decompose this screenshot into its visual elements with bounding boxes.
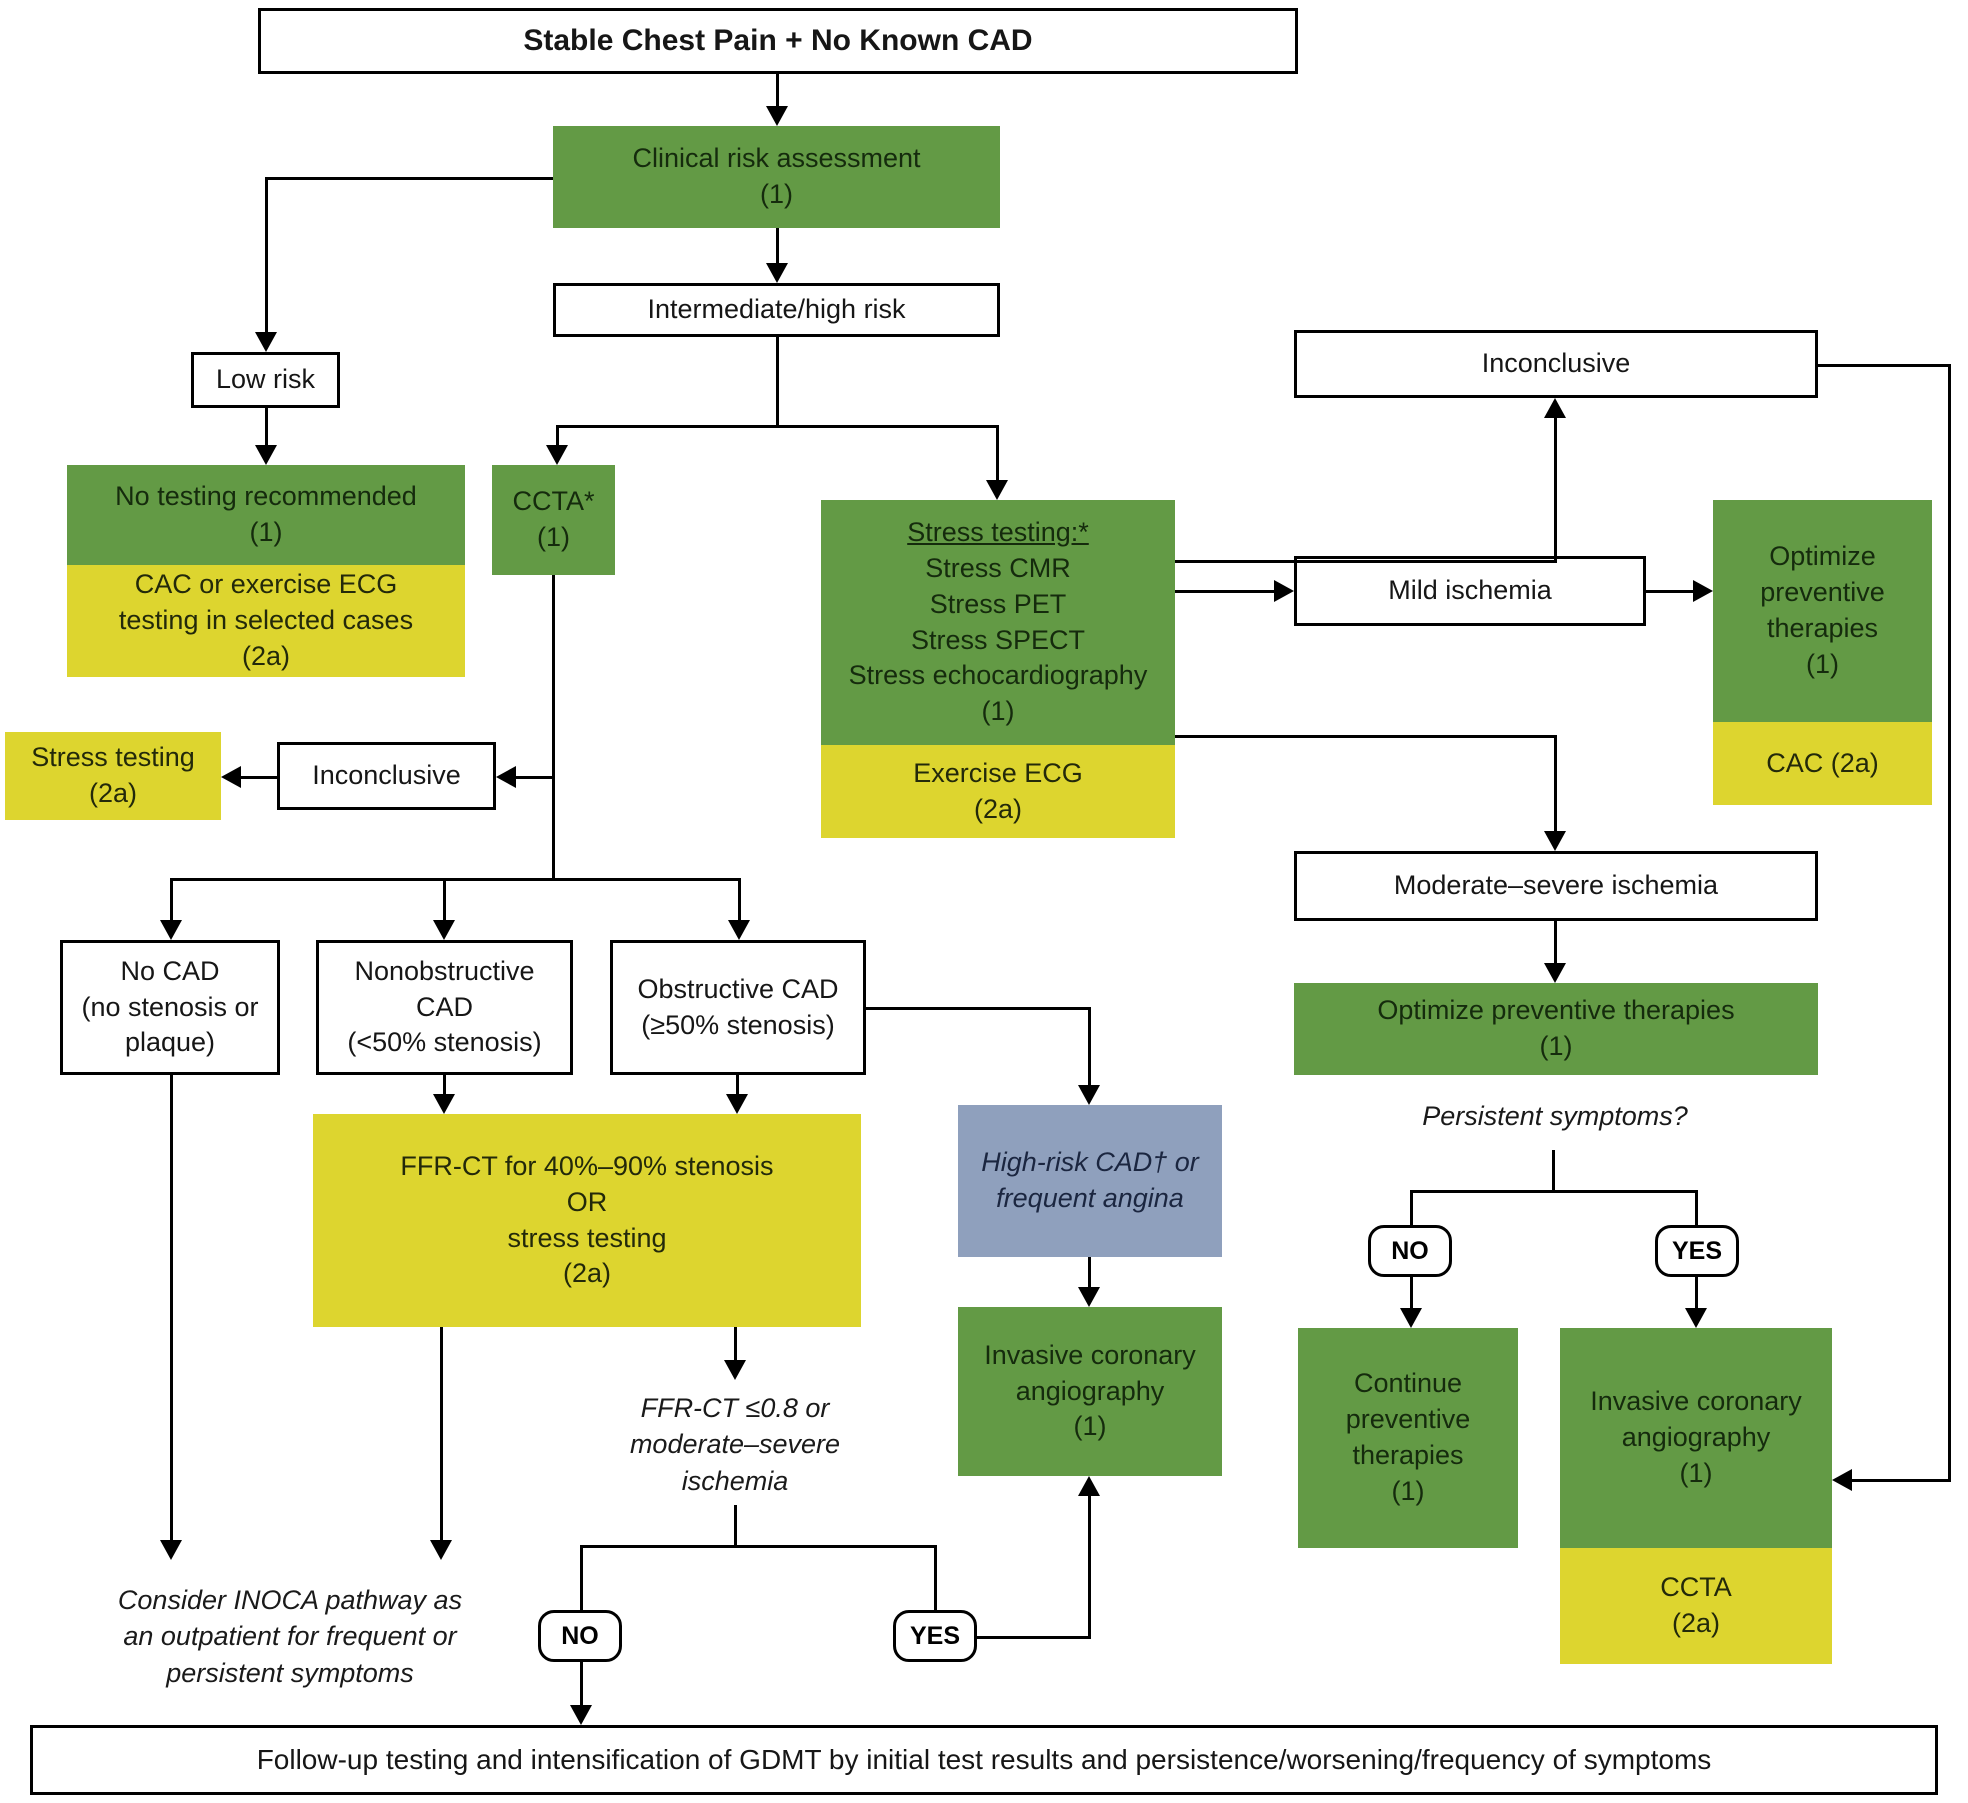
connector-highrisk-invasive xyxy=(1088,1257,1091,1289)
arrowhead-stress2a xyxy=(221,766,241,788)
connector-result-split-h xyxy=(580,1545,937,1548)
ffr-result-line1: FFR-CT ≤0.8 or xyxy=(640,1393,830,1423)
connector-obs-highrisk-v xyxy=(1088,1007,1091,1087)
connector-split-stress-v xyxy=(996,425,999,482)
ffrct-line1: FFR-CT for 40%–90% stenosis xyxy=(400,1150,774,1181)
connector-branch-h xyxy=(170,878,740,881)
node-optimize-small-green xyxy=(1713,500,1932,722)
inv-right-line2: angiography xyxy=(1621,1422,1771,1453)
inv-right-y-line1: CCTA xyxy=(1660,1572,1732,1603)
node-clinical-risk-line1: Clinical risk assessment xyxy=(632,143,921,174)
continue-line2: preventive xyxy=(1345,1404,1471,1435)
pill-yes-mid-label: YES xyxy=(909,1621,961,1650)
arrowhead-inconclusive-left xyxy=(496,766,516,788)
node-invasive-right-green xyxy=(1560,1328,1832,1548)
connector-stress-inconclusive-v xyxy=(1554,416,1557,563)
connector-stress-modsevere-v xyxy=(1554,735,1557,833)
node-low-risk xyxy=(191,352,340,408)
connector-farright-h1 xyxy=(1818,364,1950,367)
pill-no-mid-label: NO xyxy=(561,1621,599,1650)
arrowhead-inoca-right xyxy=(430,1540,452,1560)
pill-yes-right xyxy=(1655,1225,1739,1277)
arrowhead-obs xyxy=(728,920,750,940)
arrowhead-inconclusive-top xyxy=(1544,398,1566,418)
text-inoca xyxy=(60,1582,520,1691)
node-no-testing-yellow xyxy=(67,565,465,677)
mild-ischemia-label: Mild ischemia xyxy=(1388,575,1552,606)
no-testing-y-line3: (2a) xyxy=(241,640,290,671)
node-optimize-small xyxy=(1713,500,1932,805)
node-intermediate-label: Intermediate/high risk xyxy=(647,294,906,325)
connector-nonobs-ffrct xyxy=(443,1075,446,1096)
connector-nocad-inoca xyxy=(170,1075,173,1542)
connector-obs-highrisk-h xyxy=(866,1007,1091,1010)
opt-small-line4: (1) xyxy=(1806,648,1839,679)
obs-line2: (≥50% stenosis) xyxy=(641,1009,835,1040)
connector-obs-ffrct xyxy=(736,1075,739,1096)
ffr-result-line3: ischemia xyxy=(681,1465,789,1496)
arrowhead-optimize-small xyxy=(1693,580,1713,602)
connector-clinical-intermediate xyxy=(776,228,779,265)
text-ffr-result xyxy=(600,1390,870,1499)
arrowhead-nonobs xyxy=(433,920,455,940)
connector-ccta-inconclusive xyxy=(514,776,554,779)
arrowhead-inoca-left xyxy=(160,1540,182,1560)
obs-line1: Obstructive CAD xyxy=(637,973,839,1004)
arrowhead-invasive-right xyxy=(1685,1308,1707,1328)
connector-mild-optimize xyxy=(1646,590,1695,593)
node-no-cad xyxy=(60,940,280,1075)
arrowhead-invasive-mid-up xyxy=(1078,1476,1100,1496)
connector-intermediate-down xyxy=(776,337,779,425)
arrowhead-ffrct-right xyxy=(726,1094,748,1114)
stress-line1: Stress testing:* xyxy=(907,516,1089,547)
cac-2a-label: CAC (2a) xyxy=(1766,747,1879,778)
inoca-line1: Consider INOCA pathway as xyxy=(117,1585,463,1615)
arrowhead-invasive-right-side xyxy=(1832,1469,1852,1491)
node-continue-preventive xyxy=(1298,1328,1518,1548)
arrowhead-ccta xyxy=(546,445,568,465)
stress-y-line1: Exercise ECG xyxy=(913,757,1083,788)
arrowhead-invasive-mid xyxy=(1078,1287,1100,1307)
opt-small-line2: preventive xyxy=(1760,577,1885,608)
connector-no-footer xyxy=(580,1662,583,1707)
arrowhead-continue xyxy=(1400,1308,1422,1328)
arrowhead-lowrisk xyxy=(255,332,277,352)
pill-no-mid xyxy=(538,1610,622,1662)
connector-modsevere-optimize xyxy=(1554,921,1557,965)
node-stress-green xyxy=(821,500,1175,745)
connector-farright-h2 xyxy=(1852,1479,1951,1482)
no-testing-y-line1: CAC or exercise ECG xyxy=(134,569,398,600)
no-testing-line2: (1) xyxy=(249,517,283,547)
stress-2a-line2: (2a) xyxy=(88,778,137,808)
pill-no-right-label: NO xyxy=(1391,1236,1429,1265)
connector-no-continue xyxy=(1410,1277,1413,1310)
stress-line2: Stress CMR xyxy=(925,552,1071,583)
node-inconclusive-left xyxy=(277,742,496,810)
node-intermediate-high-risk xyxy=(553,283,1000,337)
node-high-risk-cad xyxy=(958,1105,1222,1257)
connector-ffrct-inoca xyxy=(440,1327,443,1542)
node-moderate-severe xyxy=(1294,851,1818,921)
inv-right-line1: Invasive coronary xyxy=(1590,1386,1802,1417)
node-ffrct xyxy=(313,1114,861,1327)
node-optimize-wide xyxy=(1294,983,1818,1075)
arrowhead-stress xyxy=(986,480,1008,500)
pill-no-right xyxy=(1368,1225,1452,1277)
node-nonobstructive-cad xyxy=(316,940,573,1075)
connector-split-yes-right xyxy=(1695,1190,1698,1225)
node-title xyxy=(258,8,1298,74)
connector-result-down xyxy=(734,1505,737,1545)
connector-split-ccta-v xyxy=(556,425,559,447)
stress-line4: Stress SPECT xyxy=(910,624,1086,655)
connector-branch-nonobs xyxy=(443,878,446,922)
high-risk-line1: High-risk CAD† or xyxy=(981,1147,1199,1178)
stress-line6: (1) xyxy=(981,696,1015,727)
text-persistent-symptoms xyxy=(1380,1098,1730,1134)
inoca-line3: persistent symptoms xyxy=(166,1657,414,1688)
node-obstructive-cad xyxy=(610,940,866,1075)
ffrct-line3: stress testing xyxy=(507,1222,667,1253)
connector-persistent-split-h xyxy=(1410,1190,1697,1193)
node-title-label: Stable Chest Pain + No Known CAD xyxy=(523,24,1033,58)
no-cad-line1: No CAD xyxy=(120,955,220,986)
connector-persistent-down xyxy=(1552,1150,1555,1190)
ffrct-line4: (2a) xyxy=(562,1258,611,1289)
pill-yes-mid xyxy=(893,1610,977,1662)
continue-line4: (1) xyxy=(1391,1475,1425,1506)
arrowhead-notesting xyxy=(255,445,277,465)
arrowhead-ffr-result xyxy=(724,1360,746,1380)
continue-line3: therapies xyxy=(1352,1440,1464,1470)
connector-stress-modsevere-h xyxy=(1175,735,1556,738)
stress-line5: Stress echocardiography xyxy=(848,660,1148,691)
inv-right-y-line2: (2a) xyxy=(1671,1608,1720,1638)
inconclusive-top-label: Inconclusive xyxy=(1481,348,1631,379)
node-mild-ischemia xyxy=(1294,556,1646,626)
node-ccta-line1: CCTA* xyxy=(512,486,595,517)
moderate-severe-label: Moderate–severe ischemia xyxy=(1393,870,1719,901)
stress-line3: Stress PET xyxy=(929,588,1067,619)
footer-label: Follow-up testing and intensification of GDMT by initial test results and persistence/worsening/frequency of symptoms xyxy=(256,1744,1712,1776)
persistent-symptoms-label: Persistent symptoms? xyxy=(1422,1101,1688,1131)
connector-split-no-right xyxy=(1410,1190,1413,1225)
opt-small-line1: Optimize xyxy=(1769,541,1876,572)
connector-branch-nocad xyxy=(170,878,173,922)
opt-wide-line1: Optimize preventive therapies xyxy=(1377,995,1735,1026)
connector-title-clinical xyxy=(776,74,779,108)
continue-line1: Continue xyxy=(1353,1368,1463,1399)
arrowhead-highrisk xyxy=(1078,1085,1100,1105)
node-no-testing-green xyxy=(67,465,465,565)
inv-mid-line2: angiography xyxy=(1015,1375,1165,1406)
pill-yes-right-label: YES xyxy=(1671,1236,1723,1265)
connector-clinical-lowrisk-v xyxy=(265,177,268,334)
node-clinical-risk xyxy=(553,126,1000,228)
connector-intermediate-split-h xyxy=(556,425,999,428)
connector-split-yes-mid xyxy=(934,1545,937,1610)
node-invasive-right-yellow xyxy=(1560,1548,1832,1664)
arrowhead-title-clinical xyxy=(766,106,788,126)
ffrct-line2: OR xyxy=(566,1186,608,1217)
connector-stress-inconclusive-h xyxy=(1175,560,1556,563)
inconclusive-left-label: Inconclusive xyxy=(312,760,461,791)
inv-right-line3: (1) xyxy=(1679,1457,1713,1488)
connector-lowrisk-notesting xyxy=(265,408,268,447)
nonobs-line2: CAD xyxy=(415,991,473,1022)
connector-yes-invasive-right xyxy=(1695,1277,1698,1310)
opt-wide-line2: (1) xyxy=(1539,1031,1573,1061)
high-risk-line2: frequent angina xyxy=(996,1183,1184,1213)
node-inconclusive-top xyxy=(1294,330,1818,398)
connector-clinical-lowrisk-h xyxy=(265,177,553,180)
arrowhead-mild xyxy=(1274,580,1294,602)
connector-farright-v xyxy=(1948,364,1951,1482)
connector-yes-right-h xyxy=(977,1636,1090,1639)
node-clinical-risk-line2: (1) xyxy=(760,179,793,209)
ffr-result-line2: moderate–severe xyxy=(629,1429,841,1460)
opt-small-line3: therapies xyxy=(1766,613,1879,643)
arrowhead-footer xyxy=(570,1705,592,1725)
inv-mid-line3: (1) xyxy=(1073,1411,1107,1442)
no-testing-y-line2: testing in selected cases xyxy=(118,605,414,636)
connector-stress-mild xyxy=(1175,590,1276,593)
inv-mid-line1: Invasive coronary xyxy=(984,1339,1196,1370)
arrowhead-clinical-intermediate xyxy=(766,263,788,283)
node-stress-yellow xyxy=(821,745,1175,838)
connector-ccta-down xyxy=(552,575,555,878)
stress-2a-line1: Stress testing xyxy=(31,742,195,773)
node-footer xyxy=(30,1725,1938,1795)
connector-split-no-mid xyxy=(580,1545,583,1610)
arrowhead-ffrct-left xyxy=(433,1094,455,1114)
connector-ffrct-result xyxy=(734,1327,737,1362)
node-low-risk-label: Low risk xyxy=(215,364,316,395)
node-invasive-right xyxy=(1560,1328,1832,1664)
connector-yes-up-v xyxy=(1088,1494,1091,1639)
no-cad-line2: (no stenosis or xyxy=(81,991,259,1022)
node-ccta-line2: (1) xyxy=(537,522,570,552)
node-cac-2a xyxy=(1713,722,1932,805)
arrowhead-optimize-wide xyxy=(1544,963,1566,983)
node-no-testing xyxy=(67,465,465,677)
nonobs-line1: Nonobstructive xyxy=(354,955,535,986)
arrowhead-modsevere xyxy=(1544,831,1566,851)
inoca-line2: an outpatient for frequent or xyxy=(123,1621,457,1652)
nonobs-line3: (<50% stenosis) xyxy=(347,1027,542,1058)
stress-y-line2: (2a) xyxy=(973,793,1022,824)
no-testing-line1: No testing recommended xyxy=(115,481,417,512)
arrowhead-nocad xyxy=(160,920,182,940)
no-cad-line3: plaque) xyxy=(124,1027,216,1058)
node-ccta xyxy=(492,465,615,575)
node-stress-testing-2a xyxy=(5,732,221,820)
node-invasive-mid xyxy=(958,1307,1222,1476)
node-stress-testing xyxy=(821,500,1175,838)
connector-inconclusive-stress2a xyxy=(239,776,277,779)
connector-branch-obs xyxy=(738,878,741,922)
